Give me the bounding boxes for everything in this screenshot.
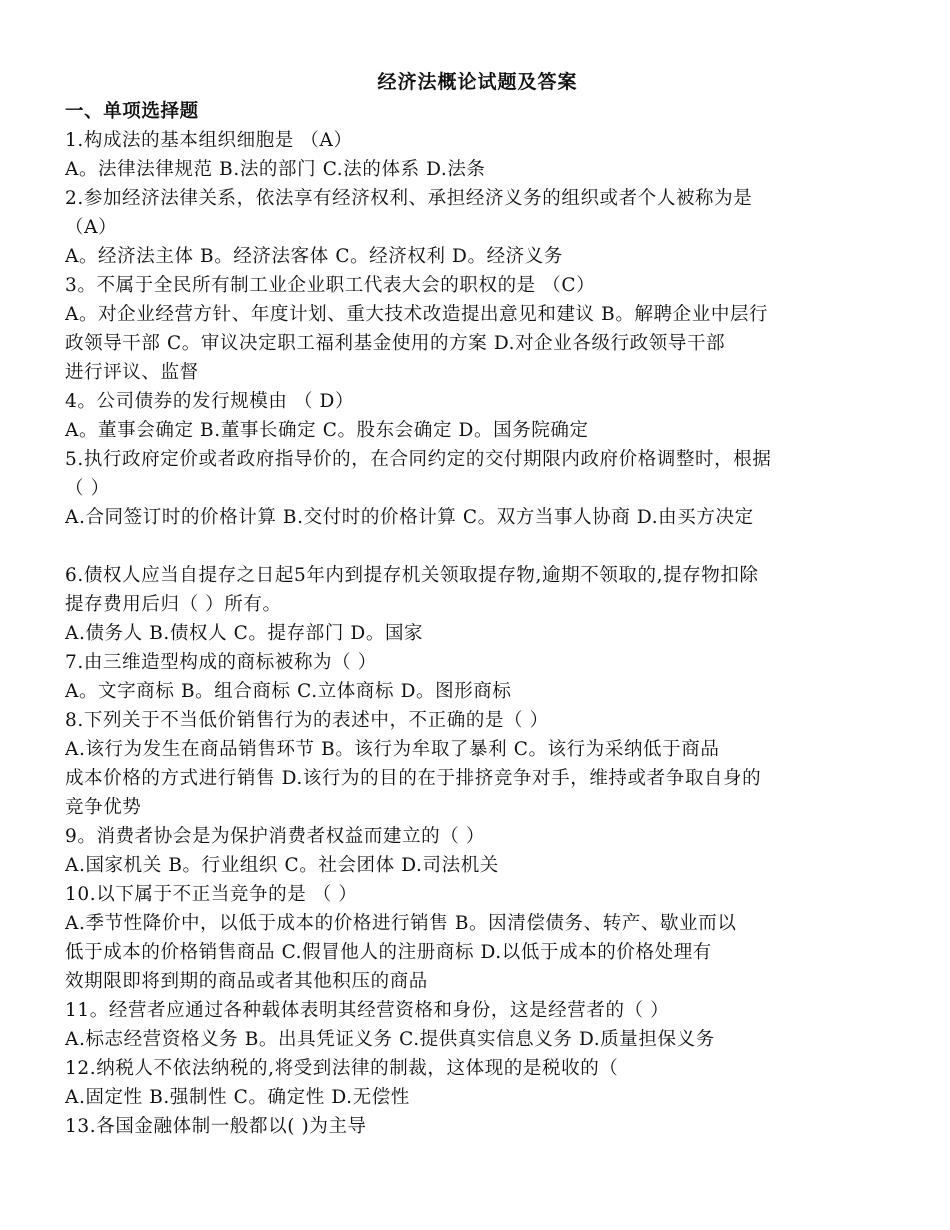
text-line: A。对企业经营方针、年度计划、重大技术改造提出意见和建议 B。解聘企业中层行: [65, 304, 769, 325]
text-line: [65, 532, 890, 561]
text-line: 11。经营者应通过各种载体表明其经营资格和身份，这是经营者的（ ）: [65, 1000, 670, 1021]
text-line: 1.构成法的基本组织细胞是 （A）: [65, 130, 353, 151]
text-line: 成本价格的方式进行销售 D.该行为的目的在于排挤竞争对手，维持或者争取自身的: [65, 768, 762, 789]
text-line: 3。不属于全民所有制工业企业职工代表大会的职权的是 （C）: [65, 275, 596, 296]
text-line: A.国家机关 B。行业组织 C。社会团体 D.司法机关: [65, 855, 499, 876]
text-line: A。文字商标 B。组合商标 C.立体商标 D。图形商标: [65, 681, 512, 702]
text-line: A.该行为发生在商品销售环节 B。该行为牟取了暴利 C。该行为采纳低于商品: [65, 739, 720, 760]
text-line: 效期限即将到期的商品或者其他积压的商品: [65, 971, 428, 992]
text-line: A。董事会确定 B.董事长确定 C。股东会确定 D。国务院确定: [65, 420, 589, 441]
text-line: 5.执行政府定价或者政府指导价的，在合同约定的交付期限内政府价格调整时，根据: [65, 449, 772, 470]
question-list: [65, 126, 890, 1141]
text-line: 2.参加经济法律关系，依法享有经济权利、承担经济义务的组织或者个人被称为是: [65, 188, 753, 209]
text-line: 竞争优势: [65, 797, 142, 818]
text-line: A.债务人 B.债权人 C。提存部门 D。国家: [65, 623, 424, 644]
text-line: 提存费用后归（ ）所有。: [65, 594, 282, 615]
text-line: 政领导干部 C。审议决定职工福利基金使用的方案 D.对企业各级行政领导干部: [65, 333, 726, 354]
text-line: A.固定性 B.强制性 C。确定性 D.无偿性: [65, 1087, 410, 1108]
text-line: 13.各国金融体制一般都以( )为主导: [65, 1116, 367, 1137]
text-line: A.合同签订时的价格计算 B.交付时的价格计算 C。双方当事人协商 D.由买方决定: [65, 507, 754, 528]
text-line: 8.下列关于不当低价销售行为的表述中，不正确的是（ ）: [65, 710, 549, 731]
text-line: A。法律法律规范 B.法的部门 C.法的体系 D.法条: [65, 159, 486, 180]
text-line: A。经济法主体 B。经济法客体 C。经济权利 D。经济义务: [65, 246, 563, 267]
text-line: 12.纳税人不依法纳税的,将受到法律的制裁，这体现的是税收的（: [65, 1058, 619, 1079]
text-line: 6.债权人应当自提存之日起5年内到提存机关领取提存物,逾期不领取的,提存物扣除: [65, 565, 759, 586]
document-title: 经济法概论试题及答案: [377, 71, 578, 93]
text-line: A.季节性降价中，以低于成本的价格进行销售 B。因清偿债务、转产、歇业而以: [65, 913, 737, 934]
text-line: 进行评议、监督: [65, 362, 199, 383]
text-line: （A）: [65, 217, 118, 238]
section-heading: 一、单项选择题: [65, 101, 199, 122]
document-page: [65, 68, 890, 1141]
text-line: A.标志经营资格义务 B。出具凭证义务 C.提供真实信息义务 D.质量担保义务: [65, 1029, 715, 1050]
text-line: 低于成本的价格销售商品 C.假冒他人的注册商标 D.以低于成本的价格处理有: [65, 942, 712, 963]
text-line: （ ）: [65, 478, 110, 499]
text-line: 9。消费者协会是为保护消费者权益而建立的（ ）: [65, 826, 485, 847]
text-line: 4。公司债券的发行规模由 （ D）: [65, 391, 355, 412]
text-line: 10.以下属于不正当竞争的是 （ ）: [65, 884, 358, 905]
text-line: 7.由三维造型构成的商标被称为（ ）: [65, 652, 377, 673]
